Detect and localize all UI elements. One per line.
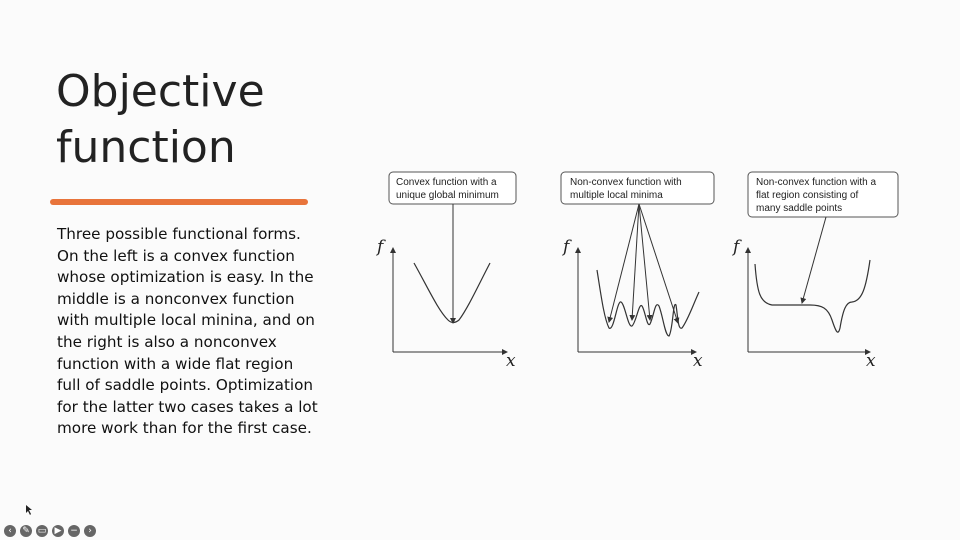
convex-x-label: x bbox=[506, 351, 516, 371]
saddle-callout-line-2: flat region consisting of bbox=[756, 190, 859, 201]
mouse-cursor-icon bbox=[26, 505, 34, 515]
convex-callout-line-1: Convex function with a bbox=[396, 177, 497, 188]
convex-y-label: f bbox=[377, 237, 384, 257]
pen-icon[interactable]: ✎ bbox=[20, 525, 32, 537]
saddle-x-label: x bbox=[866, 351, 876, 371]
nonconvex-y-label: f bbox=[563, 237, 570, 257]
saddle-curve bbox=[755, 260, 870, 332]
forward-icon[interactable]: › bbox=[84, 525, 96, 537]
convex-panel bbox=[375, 172, 516, 371]
saddle-panel bbox=[731, 172, 898, 371]
saddle-callout-line-1: Non-convex function with a bbox=[756, 177, 877, 188]
saddle-callout-line-3: many saddle points bbox=[756, 203, 843, 214]
captions-icon[interactable]: ▭ bbox=[37, 526, 47, 536]
back-icon[interactable]: ‹ bbox=[4, 525, 16, 537]
minus-icon[interactable]: − bbox=[68, 525, 80, 537]
video-icon[interactable]: ▶ bbox=[52, 525, 64, 537]
convex-curve bbox=[414, 263, 490, 323]
slide-title bbox=[56, 64, 376, 176]
title-line-2: function bbox=[56, 122, 236, 173]
nonconvex-panel bbox=[561, 172, 714, 371]
presentation-toolbar bbox=[4, 524, 96, 538]
title-line-1: Objective bbox=[56, 66, 265, 117]
nonconvex-callout-line-1: Non-convex function with bbox=[570, 177, 682, 188]
slide-body-text: Three possible functional forms. On the left is a convex function whose optimization is easy. In the middle is a nonconvex function with multiple local minina, and on the right is also a nonconvex function with a wide flat region full of saddle points. Optimization for the latter two cases takes a lot more work than for the first case. bbox=[57, 225, 318, 438]
nonconvex-callout-line-2: multiple local minima bbox=[570, 190, 663, 201]
title-underline bbox=[50, 199, 308, 205]
saddle-y-label: f bbox=[733, 237, 740, 257]
convex-callout-line-2: unique global minimum bbox=[396, 190, 499, 201]
nonconvex-x-label: x bbox=[693, 351, 703, 371]
function-diagrams bbox=[360, 160, 900, 380]
